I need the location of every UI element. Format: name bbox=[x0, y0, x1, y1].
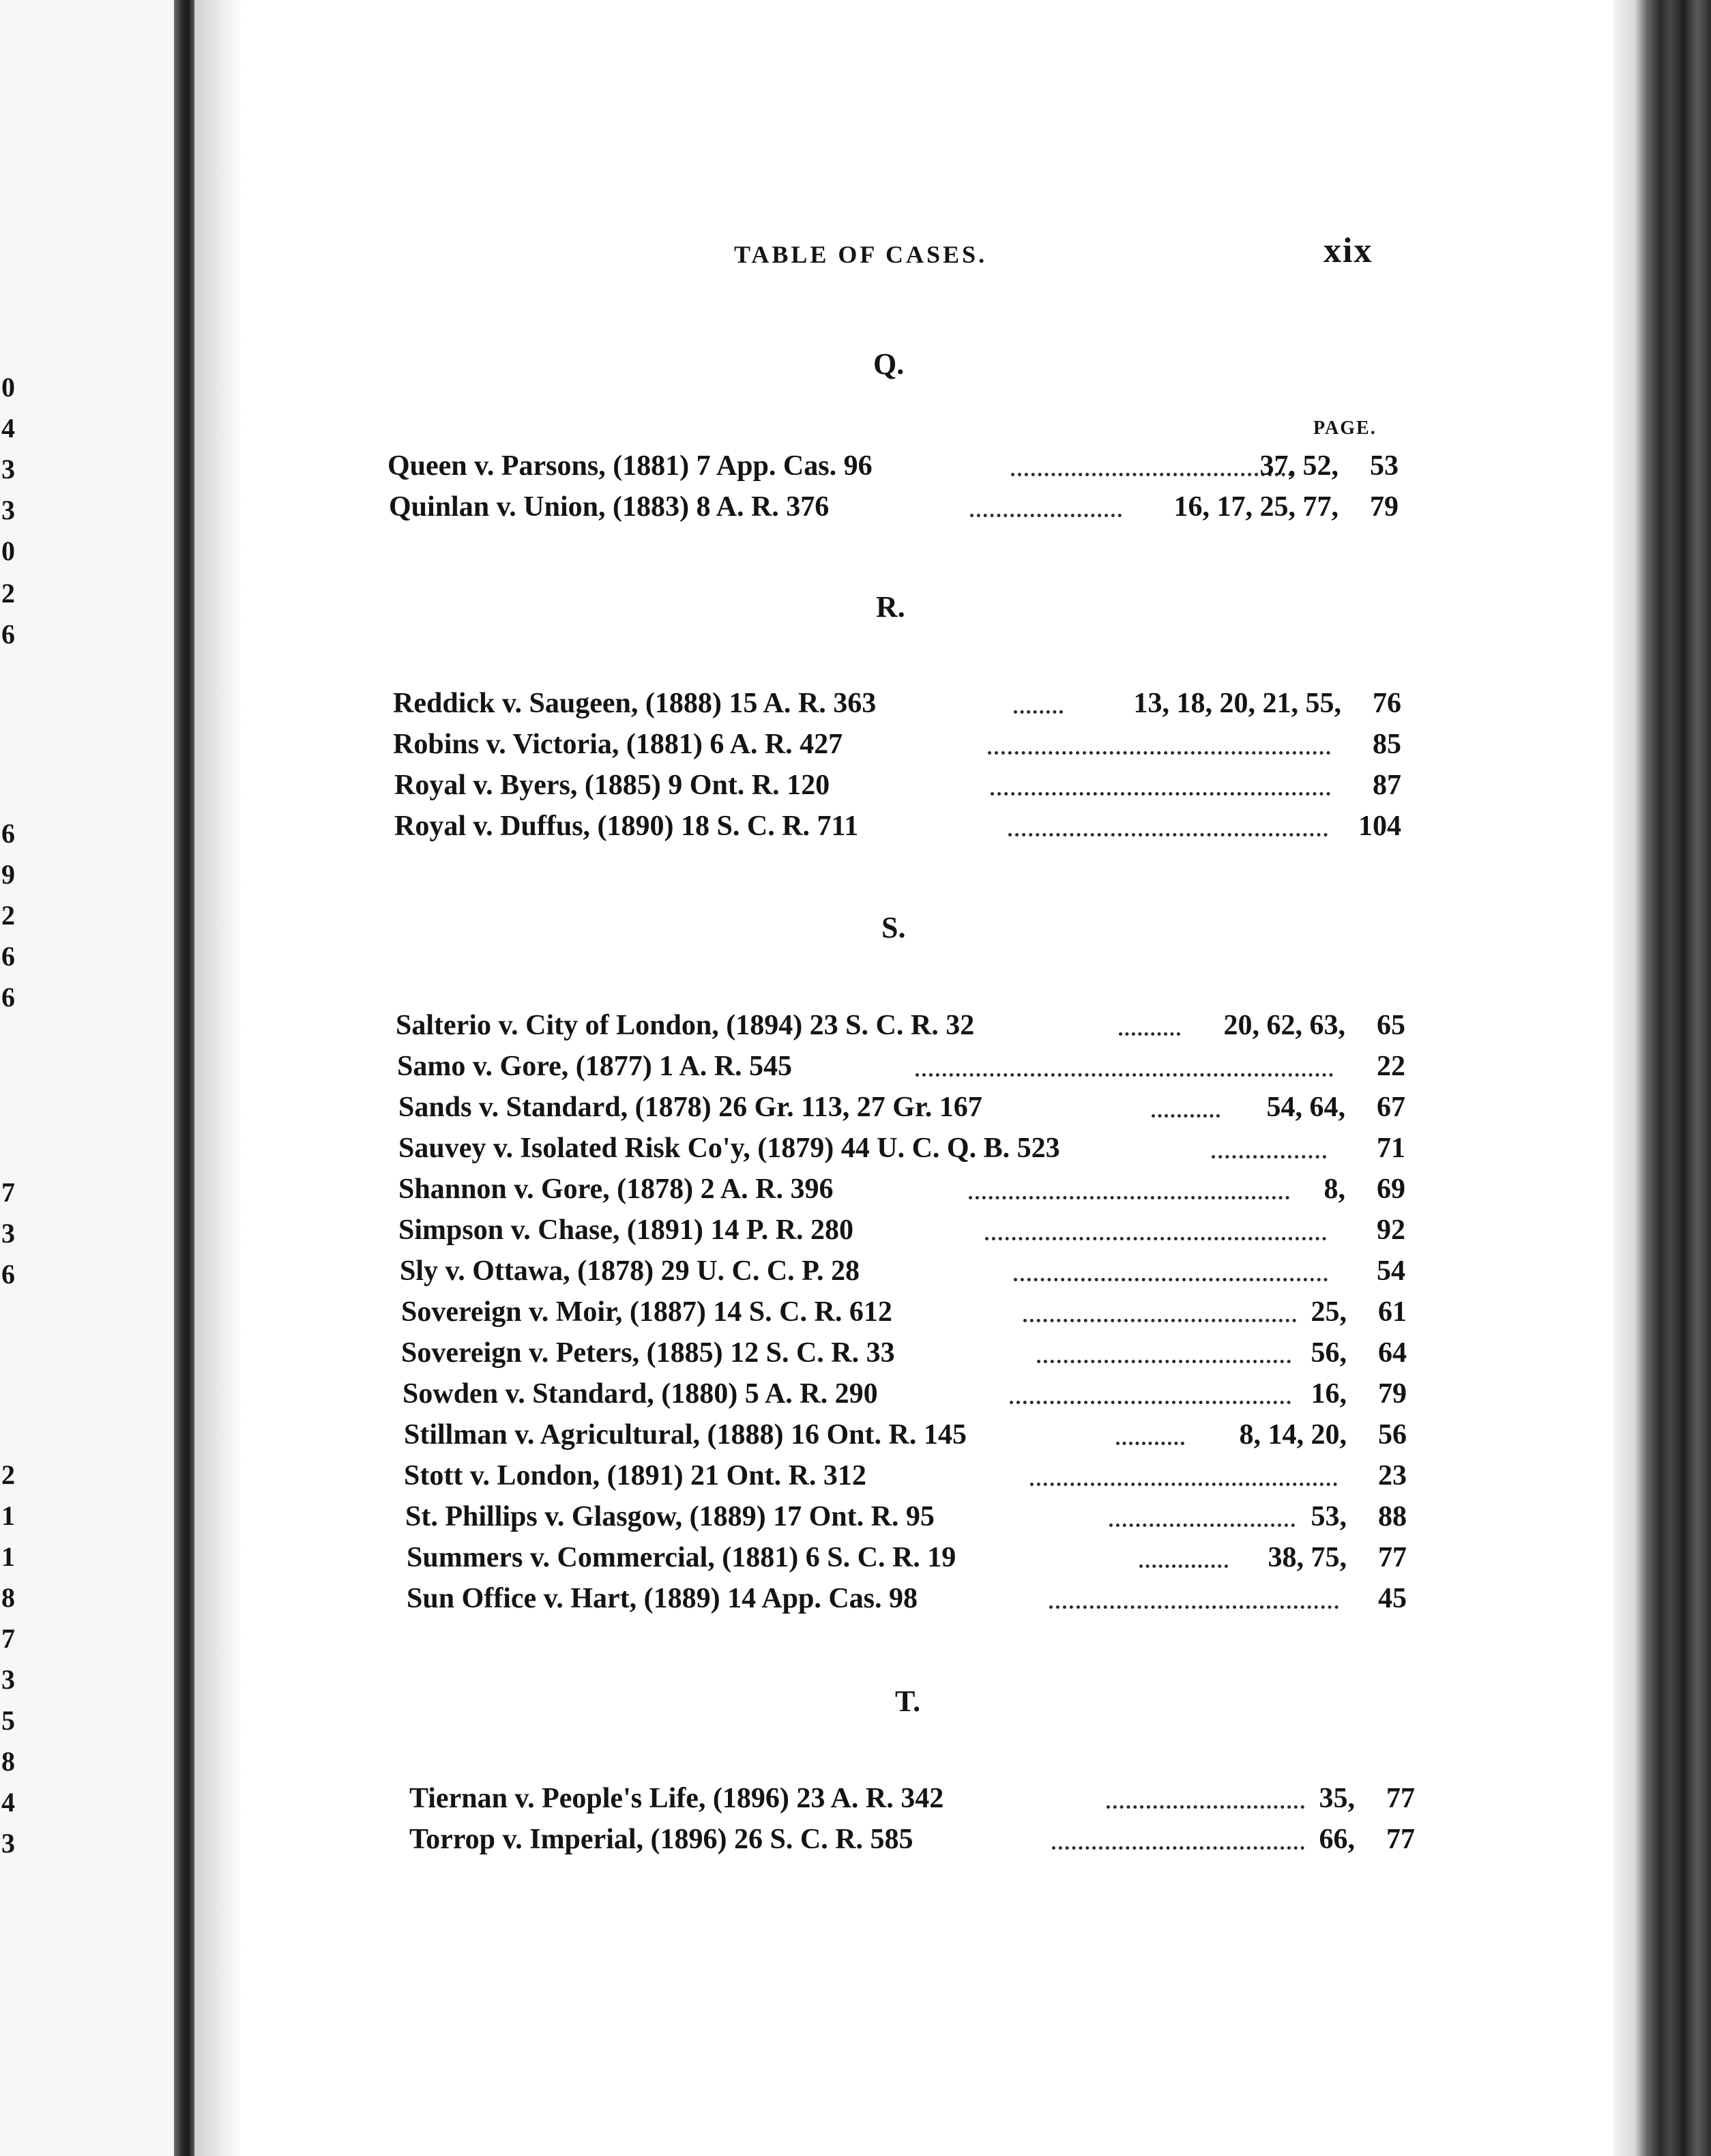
final-page-reference: 88 bbox=[1378, 1501, 1407, 1532]
page-references bbox=[1378, 1579, 1407, 1618]
case-entry bbox=[396, 1006, 1405, 1045]
final-page-reference: 53 bbox=[1370, 450, 1399, 482]
facing-page-number: 4 bbox=[1, 1787, 15, 1818]
final-page-reference: 67 bbox=[1377, 1092, 1405, 1123]
dot-leader bbox=[1023, 1319, 1296, 1322]
page-references bbox=[1373, 766, 1401, 804]
case-entry bbox=[407, 1539, 1407, 1577]
facing-page-number: 2 bbox=[1, 578, 15, 609]
case-entry bbox=[403, 1375, 1407, 1413]
case-entry bbox=[398, 1170, 1405, 1208]
case-entry bbox=[401, 1334, 1407, 1372]
final-page-reference: 77 bbox=[1378, 1542, 1407, 1573]
case-entry bbox=[394, 807, 1401, 845]
case-entry bbox=[393, 684, 1401, 723]
gutter-shadow bbox=[194, 0, 242, 2156]
facing-page-number: 4 bbox=[1, 413, 15, 443]
dot-leader bbox=[988, 751, 1330, 755]
page-references bbox=[1311, 1375, 1407, 1413]
page-references bbox=[1174, 488, 1399, 526]
final-page-reference: 85 bbox=[1373, 729, 1401, 760]
dot-leader bbox=[970, 514, 1122, 517]
section-letter-t: T. bbox=[895, 1685, 921, 1718]
page-reference-list: 25, bbox=[1311, 1296, 1347, 1328]
final-page-reference: 104 bbox=[1358, 811, 1401, 842]
case-citation: Sowden v. Standard, (1880) 5 A. R. 290 bbox=[403, 1378, 878, 1410]
page-references bbox=[1319, 1820, 1416, 1859]
case-entry bbox=[409, 1820, 1415, 1859]
page-references bbox=[1260, 447, 1399, 485]
final-page-reference: 61 bbox=[1378, 1296, 1407, 1328]
dot-leader bbox=[1119, 1032, 1180, 1036]
facing-page-number: 8 bbox=[1, 1746, 15, 1777]
facing-page-number: 6 bbox=[1, 982, 15, 1013]
case-citation: Stillman v. Agricultural, (1888) 16 Ont. R. 145 bbox=[404, 1419, 967, 1451]
facing-page-number: 2 bbox=[1, 1459, 15, 1490]
facing-page-number: 1 bbox=[1, 1500, 15, 1531]
dot-leader bbox=[1139, 1564, 1228, 1568]
facing-page-fragment bbox=[0, 0, 184, 2156]
case-entry bbox=[397, 1047, 1405, 1086]
page-column-heading: PAGE. bbox=[1313, 418, 1377, 439]
facing-page-number: 7 bbox=[1, 1623, 15, 1654]
page-reference-list: 13, 18, 20, 21, 55, bbox=[1133, 688, 1341, 719]
case-entry bbox=[398, 1129, 1405, 1167]
case-citation: Sun Office v. Hart, (1889) 14 App. Cas. 98 bbox=[407, 1583, 918, 1614]
dot-leader bbox=[1109, 1524, 1295, 1527]
facing-page-number: 3 bbox=[1, 1828, 15, 1859]
facing-page-number: 3 bbox=[1, 454, 15, 484]
case-entry bbox=[401, 1293, 1407, 1331]
page-edge bbox=[1613, 0, 1711, 2156]
facing-page-number: 1 bbox=[1, 1541, 15, 1572]
dot-leader bbox=[1212, 1155, 1326, 1159]
section-letter-r: R. bbox=[876, 590, 905, 624]
final-page-reference: 71 bbox=[1377, 1133, 1405, 1164]
final-page-reference: 92 bbox=[1377, 1214, 1405, 1246]
dot-leader bbox=[1010, 1401, 1291, 1404]
case-citation: Queen v. Parsons, (1881) 7 App. Cas. 96 bbox=[387, 450, 873, 482]
facing-page-number: 6 bbox=[1, 818, 15, 849]
book-spine-fold bbox=[174, 0, 194, 2156]
page-reference-list: 56, bbox=[1311, 1337, 1347, 1369]
page-references bbox=[1311, 1293, 1407, 1331]
page-reference-list: 16, 17, 25, 77, bbox=[1173, 491, 1339, 523]
case-entry bbox=[405, 1498, 1407, 1536]
case-citation: Royal v. Byers, (1885) 9 Ont. R. 120 bbox=[394, 770, 830, 801]
case-citation: Samo v. Gore, (1877) 1 A. R. 545 bbox=[397, 1051, 793, 1082]
case-citation: Simpson v. Chase, (1891) 14 P. R. 280 bbox=[398, 1214, 854, 1246]
page-reference-list: 54, 64, bbox=[1266, 1092, 1345, 1123]
dot-leader bbox=[1014, 1278, 1328, 1281]
page-references bbox=[1377, 1211, 1405, 1249]
page-reference-list: 37, 52, bbox=[1259, 450, 1339, 482]
case-citation: Sauvey v. Isolated Risk Co'y, (1879) 44 U. C. Q. B. 523 bbox=[398, 1133, 1060, 1164]
page-reference-list: 8, bbox=[1324, 1174, 1345, 1205]
case-citation: Summers v. Commercial, (1881) 6 S. C. R. 19 bbox=[407, 1542, 956, 1573]
final-page-reference: 77 bbox=[1386, 1783, 1415, 1814]
facing-page-number: 3 bbox=[1, 495, 15, 525]
case-entry bbox=[389, 488, 1399, 526]
facing-page-number: 2 bbox=[1, 900, 15, 931]
page-references bbox=[1224, 1006, 1406, 1045]
dot-leader bbox=[1049, 1605, 1339, 1609]
case-entry bbox=[398, 1088, 1405, 1126]
page-references bbox=[1358, 807, 1401, 845]
page-reference-list: 8, 14, 20, bbox=[1239, 1419, 1347, 1451]
case-citation: Tiernan v. People's Life, (1896) 23 A. R. 342 bbox=[409, 1783, 944, 1814]
case-citation: Stott v. London, (1891) 21 Ont. R. 312 bbox=[404, 1460, 866, 1491]
final-page-reference: 76 bbox=[1373, 688, 1401, 719]
case-citation: Royal v. Duffus, (1890) 18 S. C. R. 711 bbox=[394, 811, 859, 842]
dot-leader bbox=[1107, 1805, 1304, 1809]
page-references bbox=[1240, 1416, 1407, 1454]
facing-page-number: 3 bbox=[1, 1664, 15, 1695]
facing-page-number: 6 bbox=[1, 619, 15, 650]
dot-leader bbox=[1052, 1846, 1304, 1850]
case-entry bbox=[387, 447, 1399, 485]
page-references bbox=[1377, 1252, 1405, 1290]
final-page-reference: 22 bbox=[1377, 1051, 1405, 1082]
facing-page-number: 3 bbox=[1, 1218, 15, 1249]
final-page-reference: 64 bbox=[1378, 1337, 1407, 1369]
section-letter-q: Q. bbox=[873, 347, 905, 381]
page-references bbox=[1324, 1170, 1406, 1208]
final-page-reference: 56 bbox=[1378, 1419, 1407, 1451]
case-entry bbox=[407, 1579, 1407, 1618]
case-citation: Quinlan v. Union, (1883) 8 A. R. 376 bbox=[389, 491, 830, 523]
case-citation: Reddick v. Saugeen, (1888) 15 A. R. 363 bbox=[393, 688, 877, 719]
case-citation: Shannon v. Gore, (1878) 2 A. R. 396 bbox=[398, 1174, 834, 1205]
final-page-reference: 54 bbox=[1377, 1255, 1405, 1287]
case-entry bbox=[398, 1211, 1405, 1249]
case-citation: Robins v. Victoria, (1881) 6 A. R. 427 bbox=[393, 729, 843, 760]
section-letter-s: S. bbox=[881, 911, 906, 944]
facing-page-number: 6 bbox=[1, 1259, 15, 1290]
facing-page-number: 6 bbox=[1, 941, 15, 972]
dot-leader bbox=[1037, 1360, 1291, 1363]
case-citation: St. Phillips v. Glasgow, (1889) 17 Ont. R. 95 bbox=[405, 1501, 935, 1532]
final-page-reference: 65 bbox=[1377, 1010, 1405, 1041]
page-number: xix bbox=[1324, 231, 1373, 270]
case-citation: Torrop v. Imperial, (1896) 26 S. C. R. 585 bbox=[409, 1824, 913, 1855]
page-references bbox=[1311, 1334, 1407, 1372]
page-reference-list: 53, bbox=[1311, 1501, 1347, 1532]
final-page-reference: 79 bbox=[1370, 491, 1399, 523]
final-page-reference: 45 bbox=[1378, 1583, 1407, 1614]
final-page-reference: 79 bbox=[1378, 1378, 1407, 1410]
case-entry bbox=[404, 1416, 1407, 1454]
page-references bbox=[1311, 1498, 1407, 1536]
dot-leader bbox=[985, 1237, 1326, 1240]
page-reference-list: 38, 75, bbox=[1268, 1542, 1347, 1573]
facing-page-number: 0 bbox=[1, 372, 15, 403]
page-reference-list: 35, bbox=[1319, 1783, 1355, 1814]
case-citation: Sly v. Ottawa, (1878) 29 U. C. C. P. 28 bbox=[400, 1255, 860, 1287]
case-entry bbox=[409, 1779, 1415, 1818]
dot-leader bbox=[969, 1196, 1289, 1199]
page-references bbox=[1319, 1779, 1416, 1818]
page-references bbox=[1267, 1088, 1406, 1126]
final-page-reference: 77 bbox=[1386, 1824, 1415, 1855]
final-page-reference: 87 bbox=[1373, 770, 1401, 801]
facing-page-number: 8 bbox=[1, 1582, 15, 1613]
facing-page-number: 5 bbox=[1, 1705, 15, 1736]
case-entry bbox=[393, 725, 1401, 763]
page-references bbox=[1373, 725, 1401, 763]
final-page-reference: 23 bbox=[1378, 1460, 1407, 1491]
page-references bbox=[1377, 1047, 1405, 1086]
page-references bbox=[1378, 1457, 1407, 1495]
page-reference-list: 20, 62, 63, bbox=[1223, 1010, 1345, 1041]
facing-page-number: 0 bbox=[1, 536, 15, 566]
dot-leader bbox=[1008, 833, 1328, 836]
dot-leader bbox=[1152, 1114, 1220, 1118]
dot-leader bbox=[1116, 1442, 1184, 1445]
dot-leader bbox=[991, 792, 1330, 796]
case-entry bbox=[400, 1252, 1405, 1290]
dot-leader bbox=[1030, 1483, 1337, 1486]
page-reference-list: 66, bbox=[1319, 1824, 1355, 1855]
page-reference-list: 16, bbox=[1311, 1378, 1347, 1410]
facing-page-number: 7 bbox=[1, 1177, 15, 1208]
page-header bbox=[0, 231, 1569, 272]
page-references bbox=[1268, 1539, 1407, 1577]
case-citation: Sovereign v. Moir, (1887) 14 S. C. R. 612 bbox=[401, 1296, 892, 1328]
page-references bbox=[1134, 684, 1402, 723]
case-citation: Salterio v. City of London, (1894) 23 S. C. R. 32 bbox=[396, 1010, 975, 1041]
facing-page-number: 9 bbox=[1, 859, 15, 890]
page-references bbox=[1377, 1129, 1405, 1167]
case-citation: Sovereign v. Peters, (1885) 12 S. C. R. 33 bbox=[401, 1337, 895, 1369]
case-citation: Sands v. Standard, (1878) 26 Gr. 113, 27 Gr. 167 bbox=[398, 1092, 982, 1123]
case-entry bbox=[394, 766, 1401, 804]
running-head: TABLE OF CASES. bbox=[734, 241, 988, 268]
dot-leader bbox=[916, 1073, 1333, 1077]
final-page-reference: 69 bbox=[1377, 1174, 1405, 1205]
dot-leader bbox=[1011, 473, 1292, 476]
case-entry bbox=[404, 1457, 1407, 1495]
dot-leader bbox=[1014, 710, 1063, 714]
